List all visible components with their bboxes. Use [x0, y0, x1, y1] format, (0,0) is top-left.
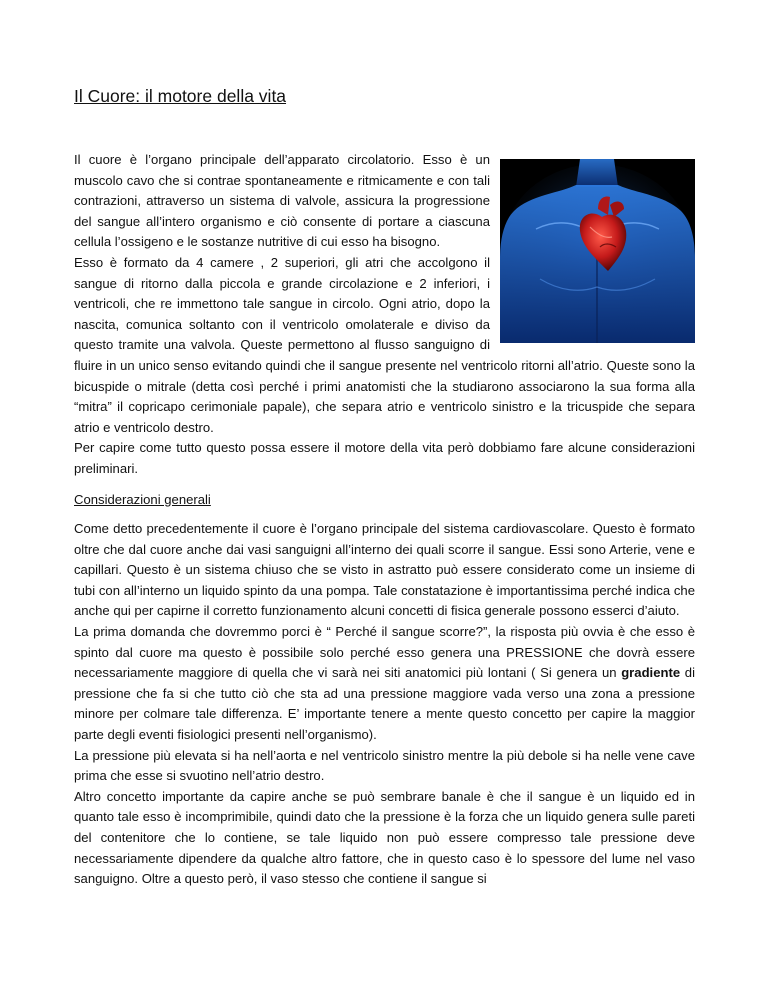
gradient-bold-term: gradiente [621, 665, 681, 681]
section-paragraph-3: La pressione più elevata si ha nell’aorta e nel ventricolo sinistro mentre la più debole si ha nelle vene cave prima che esse si svuotino nell’atrio destro. [74, 747, 695, 784]
section-paragraph-4: Altro concetto importante da capire anche se può sembrare banale è che il sangue è un liquido ed in quanto tale esso è incomprimibile, quindi dato che la pressione è la forza che un liquido genera sulle pareti del contenitore che lo contiene, se tale liquido non può essere compresso tale pressione deve necessariamente dipendere da qualche altro fattore, che in questo caso è lo spessore del lume nel vaso sanguigno. Oltre a questo però, il vaso stesso che contiene il sangue si [74, 788, 695, 887]
paragraph-2-text-end: di pressione che fa si che tutto ciò che sta ad una pressione maggiore vada verso una zona a pressione minore per colmare tale differenza. E’ importante tenere a mente questo concetto per capire la maggior parte degli eventi fisiologici presenti nell’organismo). [74, 665, 695, 743]
page-title: Il Cuore: il motore della vita [74, 86, 287, 106]
heart-anatomy-image [500, 159, 695, 343]
human-torso-heart-icon [500, 159, 695, 343]
intro-paragraph-1: Il cuore è l’organo principale dell’apparato circolatorio. Esso è un muscolo cavo che si contrae spontaneamente e ritmicamente e con tali contrazioni, attraverso un sistema di valvole, assicura la progressione del sangue all’intero organismo e ciò consente di portare a ciascuna cellula l’ossigeno e le sostanze nutritive di cui esso ha bisogno. [74, 152, 490, 250]
section-paragraph-1: Come detto precedentemente il cuore è l’organo principale del sistema cardiovascolare. Questo è formato oltre che dal cuore anche dai vasi sanguigni all’interno dei quali scorre il sangue. Essi sono Arterie, vene e capillari. Questo è un sistema chiuso che se visto in astratto può essere considerato come un insieme di tubi con all’interno un liquido spinto da una pompa. Tale constatazione è importantissima perché indica che anche qui per capirne il corretto funzionamento alcuni concetti di fisica generale possono esserci d’aiuto. [74, 521, 695, 619]
section-heading: Considerazioni generali [74, 491, 211, 507]
document-body [74, 150, 695, 890]
paragraph-2-text-start: La prima domanda che dovremmo porci è “ Perché il sangue scorre?”, la risposta più ovvia è che esso è spinto dal cuore ma questo è possibile solo perché esso genera una PRESSIONE che dovrà essere necessariamente maggiore di quella che vi sarà nei siti anatomici più lontani ( Si genera un [74, 624, 695, 681]
intro-paragraph-3: Per capire come tutto questo possa essere il motore della vita però dobbiamo fare alcune considerazioni preliminari. [74, 440, 695, 476]
intro-paragraph-2: Esso è formato da 4 camere , 2 superiori, gli atri che accolgono il sangue di ritorno dalla piccola e grande circolazione e 2 inferiori, i ventricoli, che re immettono tale sangue in circolo. Ogni atrio, dopo la nascita, comunica soltanto con il ventricolo omolaterale e diviso da questo tramite una valvola. Queste permettono al flusso sanguigno di fluire in un unico senso evitando quindi che il sangue presente nel ventricolo ritorni all’atrio. Queste sono la bicuspide o mitrale (detta così perché i primi anatomisti che la studiarono associarono la sua forma alla “mitra” il copricapo cerimoniale papale), che separa atrio e ventricolo sinistro e la tricuspide che separa atrio e ventricolo destro. [74, 254, 695, 435]
section-paragraph-2 [74, 622, 695, 746]
